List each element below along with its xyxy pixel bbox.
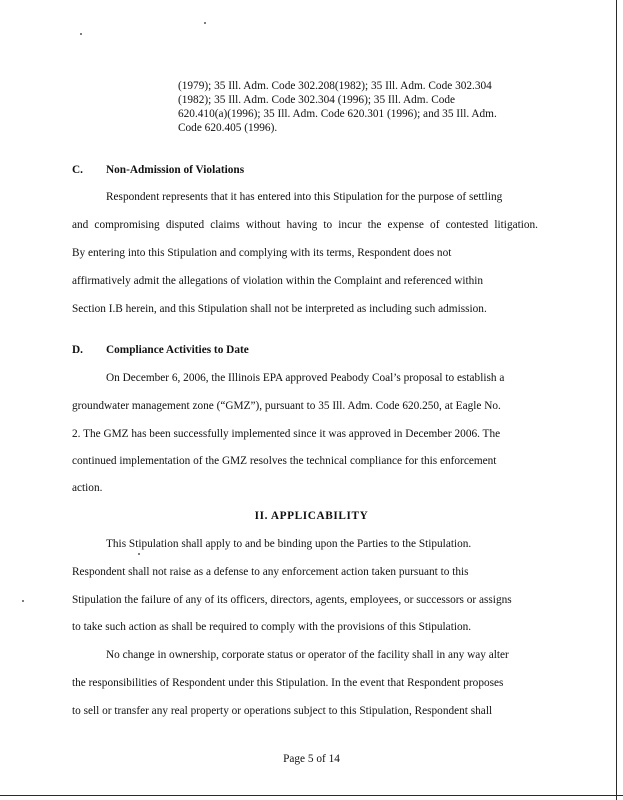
section-ii-title: II. APPLICABILITY: [254, 510, 369, 522]
body-line: 2. The GMZ has been successfully implemented since it was approved in December 2006. The: [72, 428, 501, 440]
page-number: Page 5 of 14: [283, 753, 340, 765]
body-line: the responsibilities of Respondent under this Stipulation. In the event that Respondent proposes: [72, 677, 504, 689]
citation-line: (1982); 35 Ill. Adm. Code 302.304 (1996); 35 Ill. Adm. Code: [178, 94, 456, 106]
body-line: Stipulation the failure of any of its officers, directors, agents, employees, or successors or assigns: [72, 594, 512, 606]
page-edge-right: [616, 0, 617, 800]
section-d-heading: Compliance Activities to Date: [106, 344, 249, 356]
citation-line: 620.410(a)(1996); 35 Ill. Adm. Code 620.301 (1996); and 35 Ill. Adm.: [178, 108, 497, 120]
body-line: action.: [72, 482, 103, 494]
body-line: to sell or transfer any real property or operations subject to this Stipulation, Respondent shall: [72, 705, 493, 717]
citation-block: [178, 79, 528, 135]
body-line: This Stipulation shall apply to and be binding upon the Parties to the Stipulation.: [106, 538, 472, 550]
scan-speck: [22, 600, 24, 602]
body-line: By entering into this Stipulation and complying with its terms, Respondent does not: [72, 247, 452, 259]
body-line: and compromising disputed claims without having to incur the expense of contested litigation.: [72, 219, 538, 231]
body-line: No change in ownership, corporate status or operator of the facility shall in any way alter: [106, 649, 509, 661]
citation-line: (1979); 35 Ill. Adm. Code 302.208(1982); 35 Ill. Adm. Code 302.304: [178, 80, 492, 92]
body-line: Respondent shall not raise as a defense to any enforcement action taken pursuant to this: [72, 566, 469, 578]
page-edge-bottom: [0, 795, 623, 796]
body-line: groundwater management zone (“GMZ”), pursuant to 35 Ill. Adm. Code 620.250, at Eagle No.: [72, 400, 501, 412]
section-c-heading: Non-Admission of Violations: [106, 164, 245, 176]
body-line: On December 6, 2006, the Illinois EPA approved Peabody Coal’s proposal to establish a: [106, 372, 505, 384]
section-d-letter: D.: [72, 344, 83, 356]
body-line: affirmatively admit the allegations of violation within the Complaint and referenced within: [72, 275, 484, 287]
body-line: continued implementation of the GMZ resolves the technical compliance for this enforcement: [72, 455, 497, 467]
body-line: Section I.B herein, and this Stipulation shall not be interpreted as including such admission.: [72, 303, 487, 315]
scan-speck: [80, 33, 82, 35]
citation-line: Code 620.405 (1996).: [178, 122, 278, 134]
body-line: to take such action as shall be required to comply with the provisions of this Stipulation.: [72, 621, 472, 633]
body-line: Respondent represents that it has entered into this Stipulation for the purpose of settling: [106, 191, 503, 203]
scan-speck: [204, 22, 206, 24]
section-c-letter: C.: [72, 164, 83, 176]
scan-speck: [138, 553, 140, 555]
